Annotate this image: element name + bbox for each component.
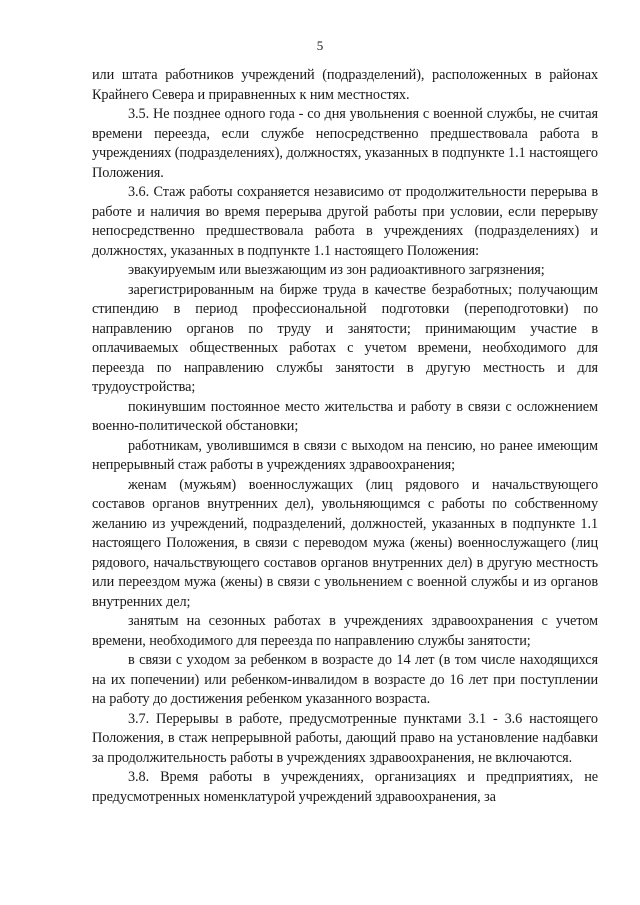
list-item-pensioners: работникам, уволившимся в связи с выходом на пенсию, но ранее имеющим непрерывный стаж работы в учреждениях здравоохранения; bbox=[92, 437, 598, 473]
clause-3-6: 3.6. Стаж работы сохраняется независимо от продолжительности перерыва в работе и наличия во время перерыва другой работы при условии, если перерыву непосредственно предшествовала работа в учреждениях (подразделениях) и должностях, указанных в подпункте 1.1 настоящего Положения: bbox=[92, 184, 598, 259]
clause-3-5: 3.5. Не позднее одного года - со дня увольнения с военной службы, не считая времени переезда, если службе непосредственно предшествовала работа в учреждениях (подразделениях), должностях, указанных в подпункте 1.1 настоящего Положения. bbox=[92, 106, 598, 181]
clause-3-8: 3.8. Время работы в учреждениях, организациях и предприятиях, не предусмотренных номенклатурой учреждений здравоохранения, за bbox=[92, 769, 598, 805]
list-item-childcare: в связи с уходом за ребенком в возрасте до 14 лет (в том числе находящихся на их попечении) или ребенком-инвалидом в возрасте до 16 лет при поступлении на работу до достижения ребенком указанного возраста. bbox=[92, 652, 598, 707]
page-number: 5 bbox=[316, 38, 324, 53]
document-body bbox=[92, 66, 598, 807]
paragraph-continuation: или штата работников учреждений (подразделений), расположенных в районах Крайнего Севера и приравненных к ним местностях. bbox=[92, 67, 598, 103]
list-item-evacuees: эвакуируемым или выезжающим из зон радиоактивного загрязнения; bbox=[128, 262, 545, 278]
list-item-spouses: женам (мужьям) военнослужащих (лиц рядового и начальствующего составов органов внутренних дел), увольняющимся с работы по собственному желанию из учреждений, подразделений, должностей, указанных в подпункте 1.1 настоящего Положения, в связи с переводом мужа (жены) военнослужащего (лиц рядового, начальствующего составов органов внутренних дел) в другую местность или переездом мужа (жены) в связи с увольнением с военной службы и из органов внутренних дел; bbox=[92, 476, 598, 610]
list-item-unemployed: зарегистрированным на бирже труда в качестве безработных; получающим стипендию в период профессиональной подготовки (переподготовки) по направлению органов по труду и занятости; принимающим участие в оплачиваемых общественных работах с учетом времени, необходимого для переезда по направлению службы занятости в другую местность и для трудоустройства; bbox=[92, 281, 598, 395]
list-item-relocated: покинувшим постоянное место жительства и работу в связи с осложнением военно-политической обстановки; bbox=[92, 398, 598, 434]
clause-3-7: 3.7. Перерывы в работе, предусмотренные пунктами 3.1 - 3.6 настоящего Положения, в стаж непрерывной работы, дающий право на установление надбавки за продолжительность работы в учреждениях здравоохранения, не включаются. bbox=[92, 710, 598, 766]
list-item-seasonal: занятым на сезонных работах в учреждениях здравоохранения с учетом времени, необходимого для переезда по направлению службы занятости; bbox=[92, 613, 598, 649]
